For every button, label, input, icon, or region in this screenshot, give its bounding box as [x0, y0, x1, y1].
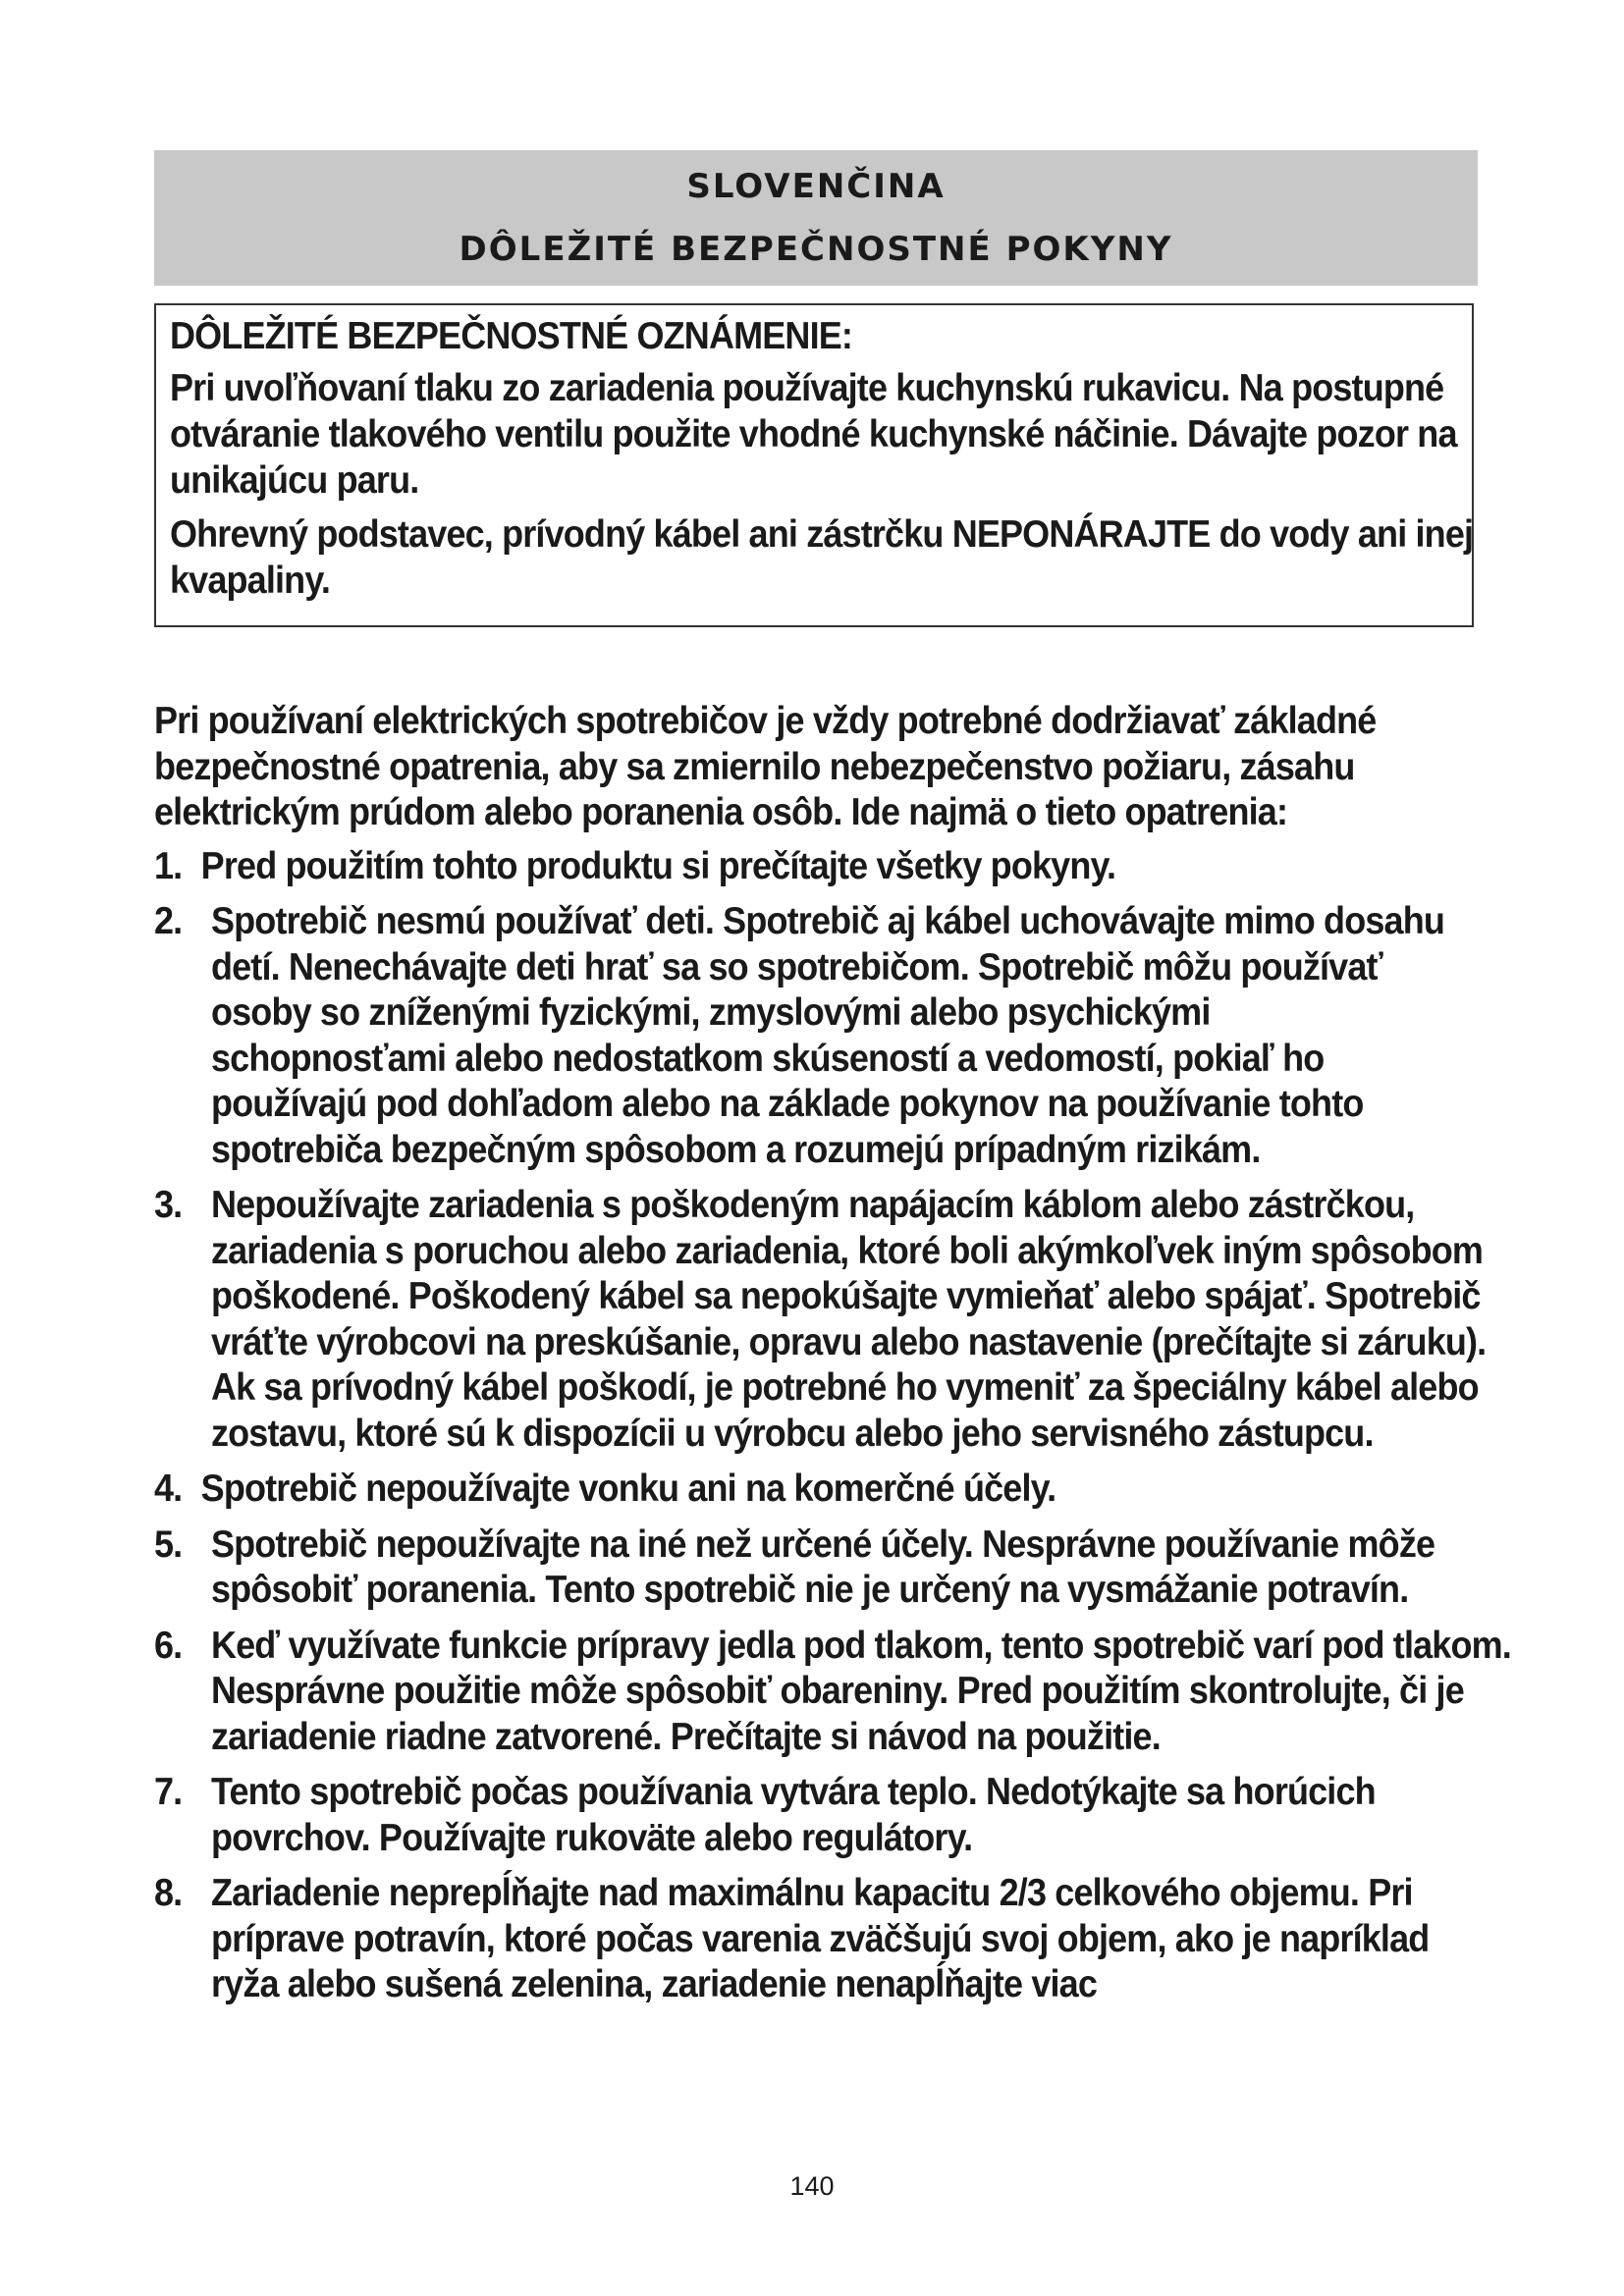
- list-item: [154, 1183, 1496, 1457]
- list-item: [154, 1467, 1439, 1513]
- list-item-number: 5.: [154, 1522, 183, 1566]
- list-item: [154, 1522, 1496, 1614]
- section-header: [154, 150, 1478, 286]
- list-item-text: Zariadenie neprepĺňajte nad maximálnu kapacitu 2/3 celkového objemu. Pri príprave potravín, ktoré počas varenia zväčšujú svoj objem, ako je napríklad ryža alebo sušená zelenina, zariadenie nenapĺňajte viac: [210, 1872, 1430, 2005]
- notice-paragraph: Pri uvoľňovaní tlaku zo zariadenia používajte kuchynskú rukavicu. Na postupné otváranie tlakového ventilu použite vhodné kuchynské náčinie. Dávajte pozor na unikajúcu paru.: [170, 367, 1457, 502]
- list-item-number: 7.: [154, 1771, 183, 1813]
- language-heading: SLOVENČINA: [686, 167, 946, 206]
- notice-title: DÔLEŽITÉ BEZPEČNOSTNÉ OZNÁMENIE:: [170, 315, 853, 357]
- list-item: [154, 1871, 1496, 2008]
- list-item-text: Pred použitím tohto produktu si prečítajte všetky pokyny.: [200, 844, 1116, 887]
- list-item-text: Spotrebič nepoužívajte na iné než určené účely. Nesprávne používanie môže spôsobiť poranenia. Tento spotrebič nie je určený na vysmážanie potravín.: [210, 1522, 1435, 1611]
- page-number: 140: [789, 2171, 835, 2201]
- list-item-number: 1.: [154, 844, 183, 887]
- list-item-text: Nepoužívajte zariadenia s poškodeným napájacím káblom alebo zástrčkou, zariadenia s poruchou alebo zariadenia, ktoré boli akýmkoľvek iným spôsobom poškodené. Poškodený kábel sa nepokúšajte vymieňať alebo spájať. Spotrebič vráťte výrobcovi na preskúšanie, opravu alebo nastavenie (prečítajte si záruku). Ak sa prívodný kábel poškodí, je potrebné ho vymeniť za špeciálny kábel alebo zostavu, ktoré sú k dispozícii u výrobcu alebo jeho servisného zástupcu.: [210, 1184, 1487, 1455]
- list-item: [154, 1770, 1496, 1861]
- list-item-number: 6.: [154, 1624, 183, 1667]
- list-item: [154, 1624, 1533, 1761]
- list-item-text: Tento spotrebič počas používania vytvára teplo. Nedotýkajte sa horúcich povrchov. Používajte rukoväte alebo regulátory.: [210, 1771, 1376, 1859]
- intro-paragraph: Pri používaní elektrických spotrebičov je vždy potrebné dodržiavať základné bezpečnostné opatrenia, aby sa zmiernilo nebezpečenstvo požiaru, zásahu elektrickým prúdom alebo poranenia osôb. Ide najmä o tieto opatrenia:: [154, 700, 1377, 833]
- list-item-number: 8.: [154, 1872, 183, 1914]
- instructions-body: [154, 699, 1529, 2018]
- notice-paragraph: Ohrevný podstavec, prívodný kábel ani zástrčku NEPONÁRAJTE do vody ani inej kvapaliny.: [170, 513, 1474, 602]
- list-item-text: Spotrebič nesmú používať deti. Spotrebič aj kábel uchovávajte mimo dosahu detí. Nenechávajte deti hrať sa so spotrebičom. Spotrebič môžu používať osoby so zníženými fyzickými, zmyslovými alebo psychickými schopnosťami alebo nedostatkom skúseností a vedomostí, pokiaľ ho používajú pod dohľadom alebo na základe pokynov na používanie tohto spotrebiča bezpečným spôsobom a rozumejú prípadným rizikám.: [210, 900, 1445, 1171]
- list-item-number: 2.: [154, 900, 183, 942]
- page-title: DÔLEŽITÉ BEZPEČNOSTNÉ POKYNY: [459, 230, 1173, 269]
- list-item-text: Spotrebič nepoužívajte vonku ani na komerčné účely.: [200, 1468, 1056, 1510]
- list-item-number: 4.: [154, 1468, 183, 1510]
- list-item: [154, 844, 1439, 890]
- list-item-number: 3.: [154, 1184, 183, 1226]
- list-item-text: Keď využívate funkcie prípravy jedla pod tlakom, tento spotrebič varí pod tlakom. Nesprávne použitie môže spôsobiť obareniny. Pred použitím skontrolujte, či je zariadenie riadne zatvorené. Prečítajte si návod na použitie.: [210, 1624, 1511, 1758]
- safety-notice-box: [154, 303, 1474, 627]
- list-item: [154, 899, 1450, 1173]
